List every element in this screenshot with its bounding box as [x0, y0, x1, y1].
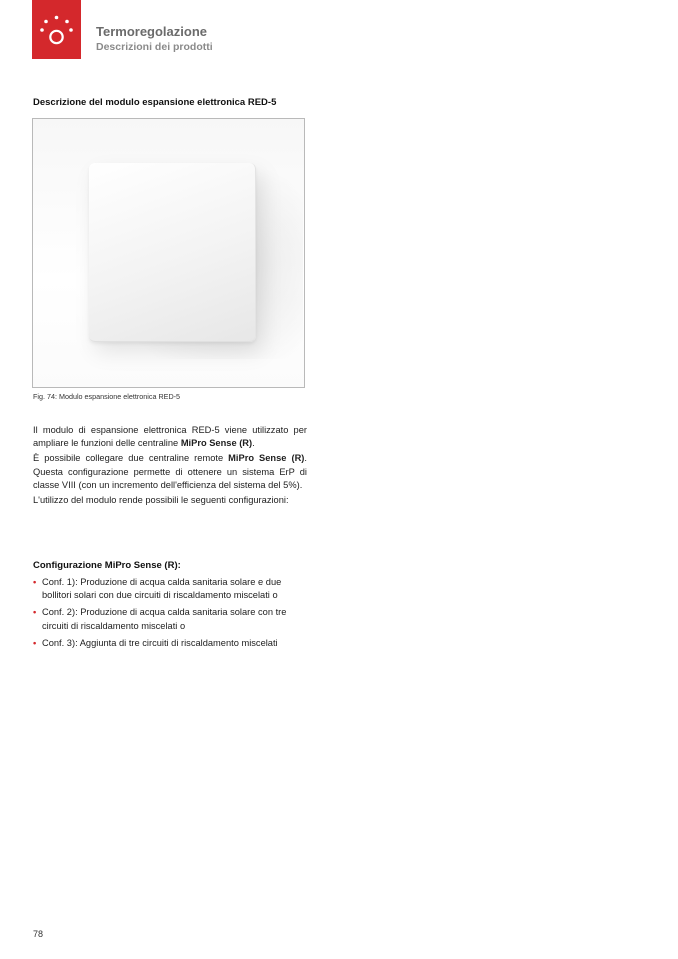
- paragraph-3: L'utilizzo del modulo rende possibili le seguenti configurazioni:: [33, 495, 289, 506]
- body-text: [33, 424, 307, 507]
- list-item: • Conf. 2): Produzione di acqua calda sanitaria solare con tre circuiti di riscaldamento miscelati o: [33, 607, 287, 631]
- product-name: MiPro Sense (R): [180, 438, 253, 449]
- figure-caption: Fig. 74: Modulo espansione elettronica RED-5: [33, 392, 181, 401]
- configurations-title: Configurazione MiPro Sense (R):: [33, 560, 181, 571]
- header-title: Termoregolazione: [96, 24, 208, 39]
- section-title: Descrizione del modulo espansione elettronica RED-5: [33, 97, 277, 108]
- red5-module-image: [89, 163, 256, 342]
- list-item: • Conf. 1): Produzione di acqua calda sanitaria solare e due bollitori solari con due circuiti di riscaldamento miscelati o: [33, 577, 282, 601]
- page-number: 78: [33, 929, 44, 939]
- thermoregulation-icon: [32, 0, 81, 59]
- paragraph-1: Il modulo di espansione elettronica RED-5 viene utilizzato per ampliare le funzioni delle centraline MiPro Sense (R).: [33, 425, 307, 449]
- list-item: • Conf. 3): Aggiunta di tre circuiti di riscaldamento miscelati: [33, 637, 307, 650]
- bullet-icon: •: [33, 637, 37, 648]
- product-figure: [32, 118, 305, 388]
- brand-logo: [32, 0, 81, 59]
- product-name: MiPro Sense (R): [228, 453, 305, 464]
- paragraph-2: È possibile collegare due centraline remote MiPro Sense (R). Questa configurazione permette di ottenere un sistema ErP di classe VIII (con un incremento dell'efficienza del sistema del 5%).: [33, 453, 307, 490]
- configurations-list: [33, 576, 307, 654]
- header-subtitle: Descrizioni dei prodotti: [96, 41, 213, 53]
- bullet-icon: •: [33, 607, 37, 618]
- bullet-icon: •: [33, 577, 37, 587]
